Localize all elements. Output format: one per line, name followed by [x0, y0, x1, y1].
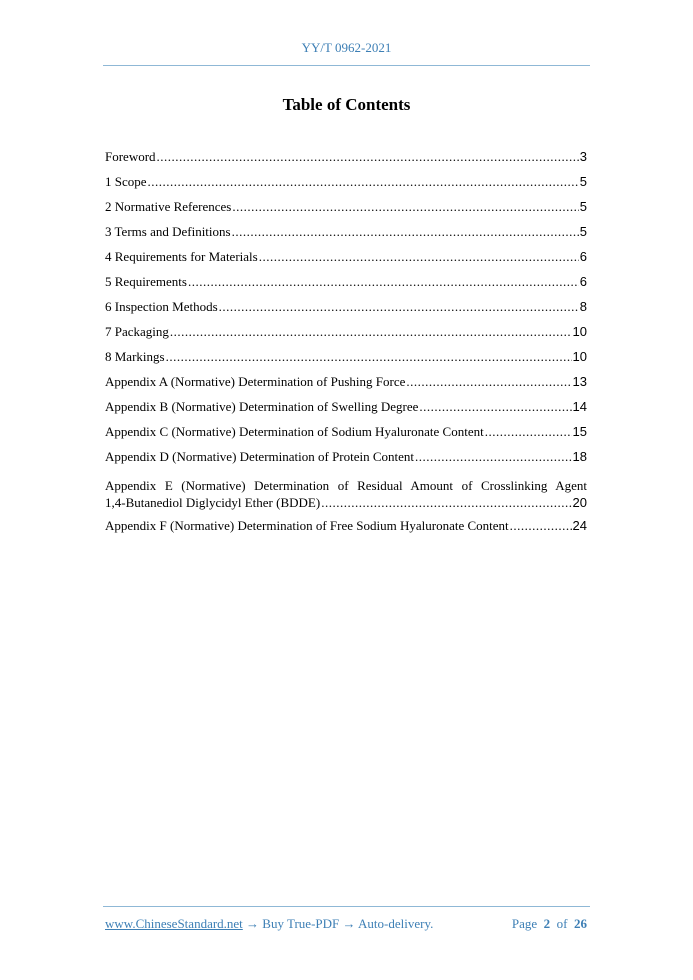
toc-title: 7 Packaging [105, 324, 169, 339]
footer-divider [103, 906, 590, 907]
toc-page: 5 [579, 224, 587, 239]
running-header: YY/T 0962-2021 [301, 40, 392, 55]
dot-leader [415, 449, 571, 465]
toc-page: 24 [572, 518, 587, 533]
toc-title: 4 Requirements for Materials [105, 249, 258, 264]
dot-leader [321, 495, 571, 511]
toc-title: 5 Requirements [105, 274, 187, 289]
toc-entry-terms[interactable] [105, 224, 587, 249]
toc-entry-normative-references[interactable] [105, 199, 587, 224]
dot-leader [157, 149, 579, 165]
dot-leader [166, 349, 572, 365]
toc-entry-foreword[interactable] [105, 149, 587, 174]
toc-title: 6 Inspection Methods [105, 299, 218, 314]
footer-text: → Buy True-PDF → Auto-delivery. [242, 916, 434, 931]
toc-entry-appendix-b[interactable] [105, 399, 587, 424]
toc-page: 6 [579, 274, 587, 289]
toc-page: 15 [572, 424, 587, 439]
toc-page: 10 [572, 324, 587, 339]
toc-title: Appendix F (Normative) Determination of Free Sodium Hyaluronate Content [105, 518, 509, 533]
page-title: Table of Contents [282, 95, 411, 114]
table-of-contents [105, 149, 587, 543]
toc-page: 3 [579, 149, 587, 164]
toc-title: Appendix A (Normative) Determination of Pushing Force [105, 374, 406, 389]
toc-page: 5 [579, 174, 587, 189]
toc-entry-markings[interactable] [105, 349, 587, 374]
dot-leader [232, 199, 578, 215]
dot-leader [170, 324, 572, 340]
dot-leader [406, 374, 571, 390]
toc-title: 1 Scope [105, 174, 147, 189]
toc-page: 20 [572, 495, 587, 510]
toc-entry-appendix-a[interactable] [105, 374, 587, 399]
toc-page: 8 [579, 299, 587, 314]
dot-leader [232, 224, 579, 240]
toc-entry-inspection[interactable] [105, 299, 587, 324]
footer [105, 916, 587, 932]
dot-leader [510, 518, 572, 534]
dot-leader [219, 299, 579, 315]
toc-entry-scope[interactable] [105, 174, 587, 199]
toc-page: 14 [572, 399, 587, 414]
toc-page: 10 [572, 349, 587, 364]
toc-title: Appendix B (Normative) Determination of Swelling Degree [105, 399, 419, 414]
toc-entry-packaging[interactable] [105, 324, 587, 349]
dot-leader [188, 274, 579, 290]
toc-title: Appendix C (Normative) Determination of Sodium Hyaluronate Content [105, 424, 484, 439]
page-indicator: Page 2 of 26 [511, 916, 587, 931]
toc-title: 2 Normative References [105, 199, 232, 214]
toc-title: Appendix E (Normative) Determination of Residual Amount of Crosslinking Agent [105, 478, 587, 493]
toc-entry-appendix-f[interactable] [105, 518, 587, 543]
dot-leader [419, 399, 571, 415]
header-divider [103, 65, 590, 66]
toc-entry-appendix-d[interactable] [105, 449, 587, 474]
toc-title: Appendix D (Normative) Determination of Protein Content [105, 449, 415, 464]
website-link[interactable]: www.ChineseStandard.net [105, 916, 243, 931]
toc-page: 6 [579, 249, 587, 264]
dot-leader [148, 174, 579, 190]
toc-page: 13 [572, 374, 587, 389]
toc-entry-appendix-c[interactable] [105, 424, 587, 449]
toc-entry-materials[interactable] [105, 249, 587, 274]
dot-leader [485, 424, 572, 440]
toc-entry-appendix-e[interactable] [105, 474, 587, 511]
toc-entry-requirements[interactable] [105, 274, 587, 299]
toc-page: 18 [572, 449, 587, 464]
toc-page: 5 [579, 199, 587, 214]
toc-title: Foreword [105, 149, 156, 164]
toc-title: 8 Markings [105, 349, 165, 364]
toc-title-continued: 1,4-Butanediol Diglycidyl Ether (BDDE) [105, 495, 321, 510]
dot-leader [259, 249, 579, 265]
toc-title: 3 Terms and Definitions [105, 224, 231, 239]
